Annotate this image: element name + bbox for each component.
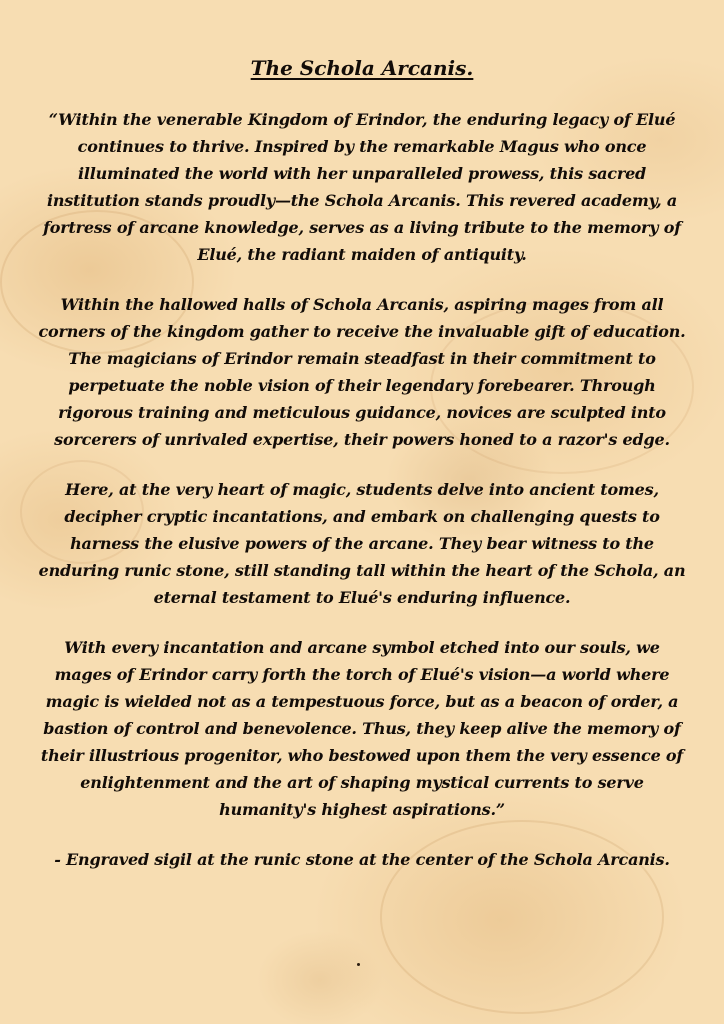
- paragraph-4: With every incantation and arcane symbol etched into our souls, we mages of Erindor carry forth the torch of Elué's vision—a world where magic is wielded not as a tempestuous force, but as a beacon of order, a bastion of control and benevolence. Thus, they keep alive the memory of their illustrious progenitor, who bestowed upon them the very essence of enlightenment and the art of shaping mystical currents to serve humanity's highest aspirations.”: [40, 638, 684, 819]
- paragraph-3: Here, at the very heart of magic, students delve into ancient tomes, decipher cryptic incantations, and embark on challenging quests to harness the elusive powers of the arcane. They bear witness to the enduring runic stone, still standing tall within the heart of the Schola, an eternal testament to Elué's enduring influence.: [38, 480, 686, 607]
- stray-dot: [357, 963, 360, 966]
- document-title: The Schola Arcanis.: [250, 56, 474, 80]
- paragraph-1: “Within the venerable Kingdom of Erindor, the enduring legacy of Elué continues to thrive. Inspired by the remarkable Magus who once illuminated the world with her unparalleled prowess, this sacred institution stands proudly—the Schola Arcanis. This revered academy, a fortress of arcane knowledge, serves as a living tribute to the memory of Elué, the radiant maiden of antiquity.: [43, 110, 681, 264]
- paragraph-2: Within the hallowed halls of Schola Arcanis, aspiring mages from all corners of the kingdom gather to receive the invaluable gift of education. The magicians of Erindor remain steadfast in their commitment to perpetuate the noble vision of their legendary forebearer. Through rigorous training and meticulous guidance, novices are sculpted into sorcerers of unrivaled expertise, their powers honed to a razor's edge.: [38, 295, 686, 449]
- document-body: [36, 52, 688, 873]
- attribution-line: - Engraved sigil at the runic stone at the center of the Schola Arcanis.: [54, 850, 670, 869]
